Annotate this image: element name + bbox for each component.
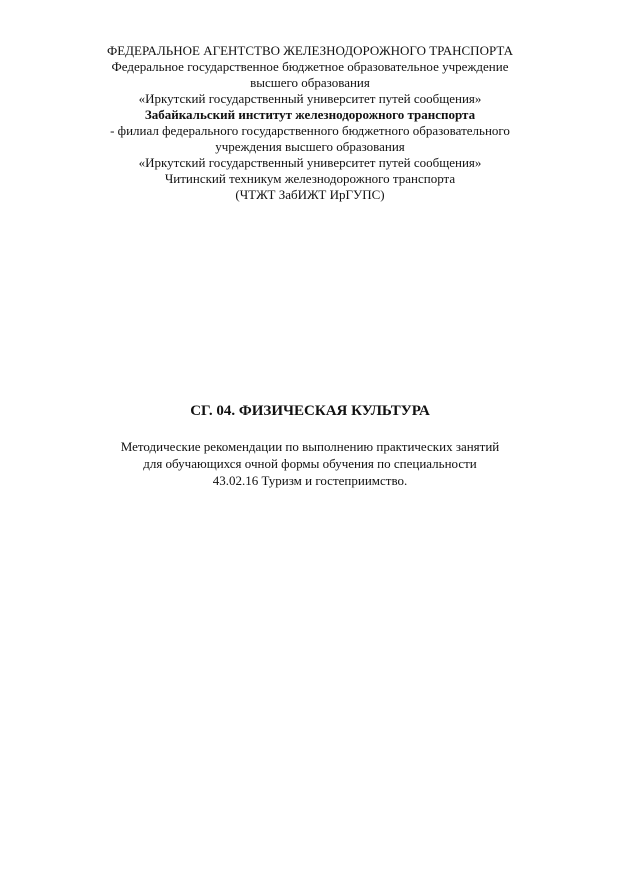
branch-description-line-2: учреждения высшего образования bbox=[215, 139, 405, 154]
school-abbreviation: (ЧТЖТ ЗабИЖТ ИрГУПС) bbox=[235, 187, 385, 202]
subtitle-line-3: 43.02.16 Туризм и гостеприимство. bbox=[212, 473, 408, 488]
subtitle-line-1: Методические рекомендации по выполнению практических занятий bbox=[120, 439, 500, 454]
institute-name: Забайкальский институт железнодорожного транспорта bbox=[144, 107, 476, 122]
agency-name: ФЕДЕРАЛЬНОЕ АГЕНТСТВО ЖЕЛЕЗНОДОРОЖНОГО ТРАНСПОРТА bbox=[106, 43, 514, 58]
university-name: «Иркутский государственный университет путей сообщения» bbox=[138, 91, 482, 106]
branch-description-line-1: - филиал федерального государственного бюджетного образовательного bbox=[110, 123, 510, 138]
document-title: СГ. 04. ФИЗИЧЕСКАЯ КУЛЬТУРА bbox=[190, 403, 430, 419]
technical-school-name: Читинский техникум железнодорожного транспорта bbox=[164, 171, 456, 186]
institution-header bbox=[60, 43, 560, 203]
institution-type-line-2: высшего образования bbox=[250, 75, 370, 90]
institution-type-line-1: Федеральное государственное бюджетное образовательное учреждение bbox=[111, 59, 509, 74]
document-subtitle bbox=[40, 438, 580, 489]
subtitle-line-2: для обучающихся очной формы обучения по специальности bbox=[143, 456, 477, 471]
university-name-repeat: «Иркутский государственный университет путей сообщения» bbox=[138, 155, 482, 170]
